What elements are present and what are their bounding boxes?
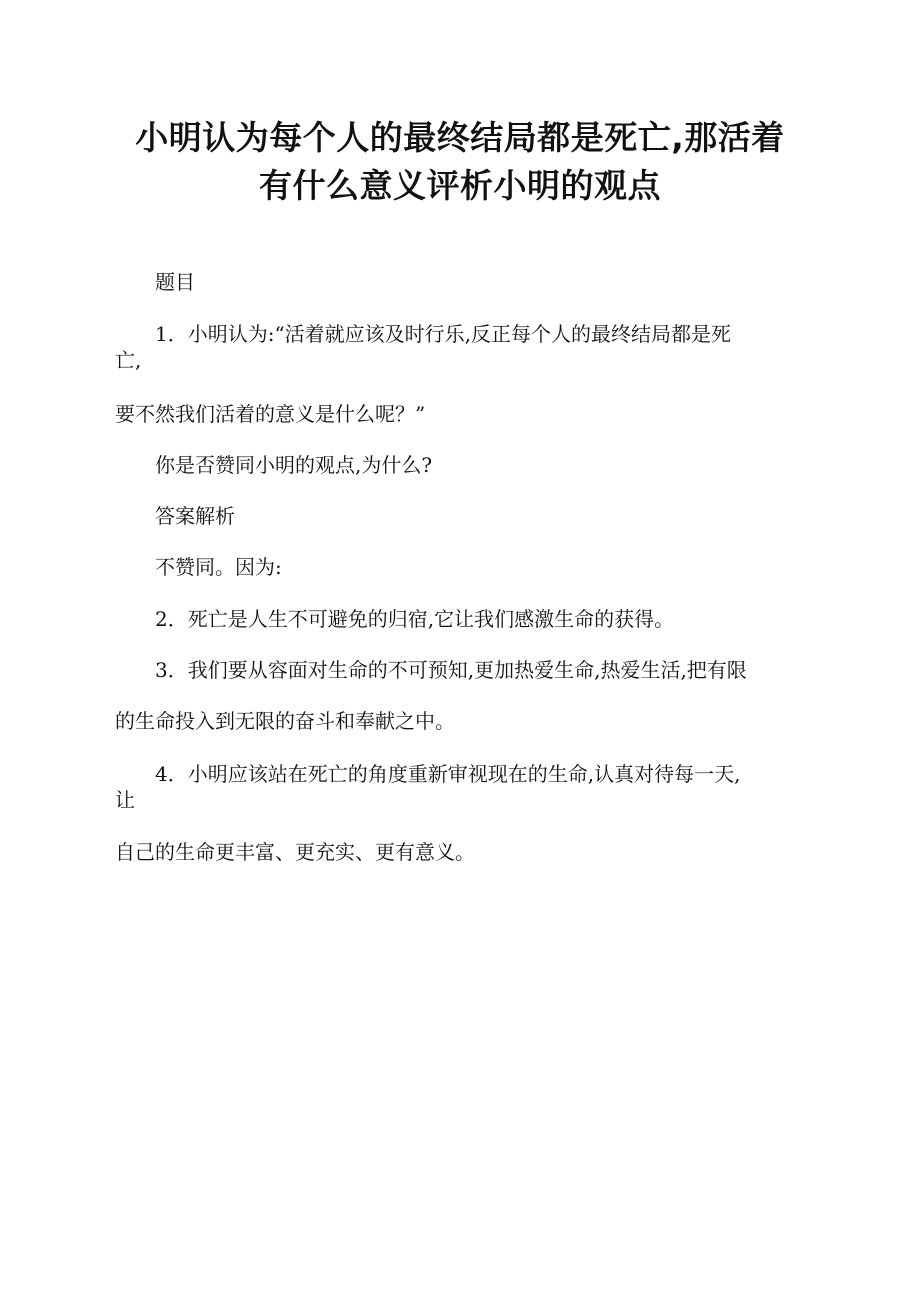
- answer-point-4-wrap: 让: [115, 788, 135, 812]
- question-item-1: 1．小明认为:“活着就应该及时行乐,反正每个人的最终结局都是死: [155, 322, 732, 346]
- answer-point-3-cont: 的生命投入到无限的奋斗和奉献之中。: [115, 709, 455, 733]
- title-line-2: 有什么意义评析小明的观点: [259, 166, 661, 205]
- answer-point-2: 2．死亡是人生不可避免的归宿,它让我们感激生命的获得。: [155, 607, 675, 631]
- question-prompt: 你是否赞同小明的观点,为什么?: [155, 453, 433, 477]
- answer-point-4: 4．小明应该站在死亡的角度重新审视现在的生命,认真对待每一天,: [155, 762, 741, 786]
- answer-stance: 不赞同。因为:: [155, 555, 282, 579]
- document-title: [0, 114, 920, 210]
- answer-point-4-cont: 自己的生命更丰富、更充实、更有意义。: [115, 840, 475, 864]
- section-heading-answer: 答案解析: [155, 504, 235, 528]
- question-item-1-cont: 要不然我们活着的意义是什么呢？”: [115, 402, 426, 426]
- title-line-1: 小明认为每个人的最终结局都是死亡,那活着: [135, 118, 785, 157]
- answer-point-3: 3．我们要从容面对生命的不可预知,更加热爱生命,热爱生活,把有限: [155, 658, 747, 682]
- question-item-1-wrap: 亡,: [115, 348, 142, 372]
- section-heading-question: 题目: [155, 270, 195, 294]
